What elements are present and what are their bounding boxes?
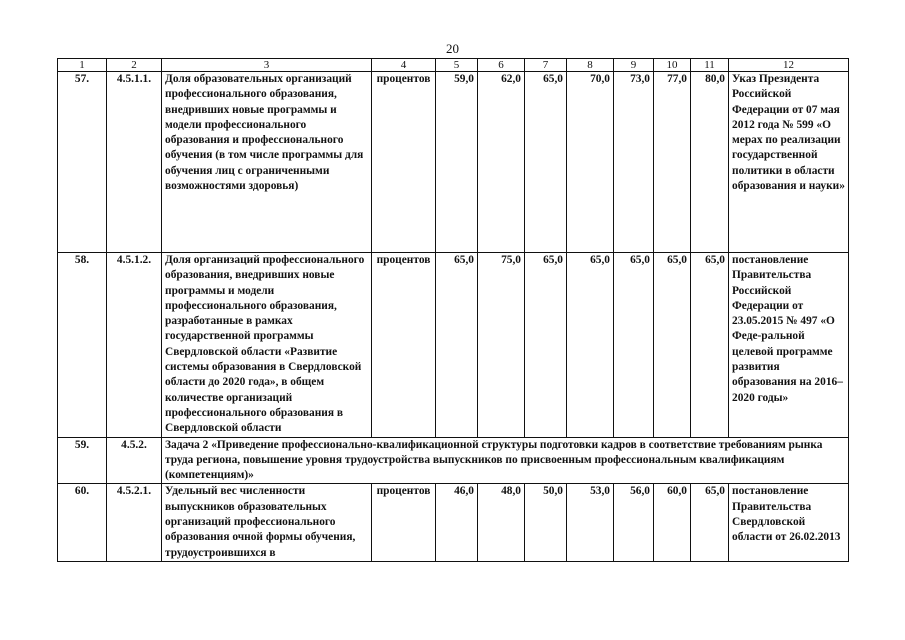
value-cell: 80,0 [691, 72, 729, 253]
indicator-code: 4.5.2.1. [107, 484, 162, 561]
legal-basis: Указ Президента Российской Федерации от 07 мая 2012 года № 599 «О мерах по реализации государственной политики в области образования и науки» [729, 72, 849, 253]
value-cell: 60,0 [654, 484, 691, 561]
value-cell: 46,0 [436, 484, 478, 561]
table-row [58, 484, 849, 561]
column-number: 4 [372, 59, 436, 72]
indicator-name: Удельный вес численности выпускников образовательных организаций профессионального образования очной формы обучения, трудоустроившихся в [162, 484, 372, 561]
value-cell: 65,0 [691, 253, 729, 438]
page-number: 20 [446, 41, 459, 56]
value-cell: 53,0 [567, 484, 614, 561]
task-code: 4.5.2. [107, 437, 162, 484]
value-cell: 65,0 [567, 253, 614, 438]
indicator-name: Доля образовательных организаций профессионального образования, внедривших новые программы и модели профессионального образования и профессионального обучения (в том числе программы для обучения лиц с ограниченными возможностями здоровья) [162, 72, 372, 253]
value-cell: 65,0 [654, 253, 691, 438]
value-cell: 62,0 [478, 72, 525, 253]
unit-cell: процентов [372, 253, 436, 438]
column-numbers-row [58, 59, 849, 72]
indicators-table [57, 58, 849, 562]
indicator-code: 4.5.1.2. [107, 253, 162, 438]
value-cell: 65,0 [614, 253, 654, 438]
column-number: 3 [162, 59, 372, 72]
unit-cell: процентов [372, 484, 436, 561]
value-cell: 56,0 [614, 484, 654, 561]
indicator-code: 4.5.1.1. [107, 72, 162, 253]
column-number: 6 [478, 59, 525, 72]
column-number: 12 [729, 59, 849, 72]
table-row [58, 72, 849, 253]
row-number: 59. [58, 437, 107, 484]
column-number: 7 [525, 59, 567, 72]
value-cell: 75,0 [478, 253, 525, 438]
value-cell: 65,0 [691, 484, 729, 561]
value-cell: 73,0 [614, 72, 654, 253]
row-number: 58. [58, 253, 107, 438]
value-cell: 65,0 [525, 253, 567, 438]
unit-cell: процентов [372, 72, 436, 253]
column-number: 8 [567, 59, 614, 72]
task-description: Задача 2 «Приведение профессионально-квалификационной структуры подготовки кадров в соответствие требованиям рынка труда региона, повышение уровня трудоустройства выпускников по присвоенным профессиональным квалификациям (компетенциям)» [162, 437, 849, 484]
column-number: 10 [654, 59, 691, 72]
value-cell: 70,0 [567, 72, 614, 253]
column-number: 9 [614, 59, 654, 72]
legal-basis: постановление Правительства Свердловской области от 26.02.2013 [729, 484, 849, 561]
column-number: 2 [107, 59, 162, 72]
column-number: 1 [58, 59, 107, 72]
value-cell: 77,0 [654, 72, 691, 253]
legal-basis: постановление Правительства Российской Федерации от 23.05.2015 № 497 «О Феде-ральной целевой программе развития образования на 2016– 2020 годы» [729, 253, 849, 438]
column-number: 11 [691, 59, 729, 72]
row-number: 57. [58, 72, 107, 253]
value-cell: 59,0 [436, 72, 478, 253]
value-cell: 48,0 [478, 484, 525, 561]
value-cell: 65,0 [436, 253, 478, 438]
value-cell: 50,0 [525, 484, 567, 561]
value-cell: 65,0 [525, 72, 567, 253]
table-row [58, 253, 849, 438]
task-row [58, 437, 849, 484]
indicator-name: Доля организаций профессионального образования, внедривших новые программы и модели профессионального образования, разработанные в рамках государственной программы Свердловской области «Развитие системы образования в Свердловской области до 2020 года», в общем количестве организаций профессионального образования в Свердловской области [162, 253, 372, 438]
row-number: 60. [58, 484, 107, 561]
column-number: 5 [436, 59, 478, 72]
